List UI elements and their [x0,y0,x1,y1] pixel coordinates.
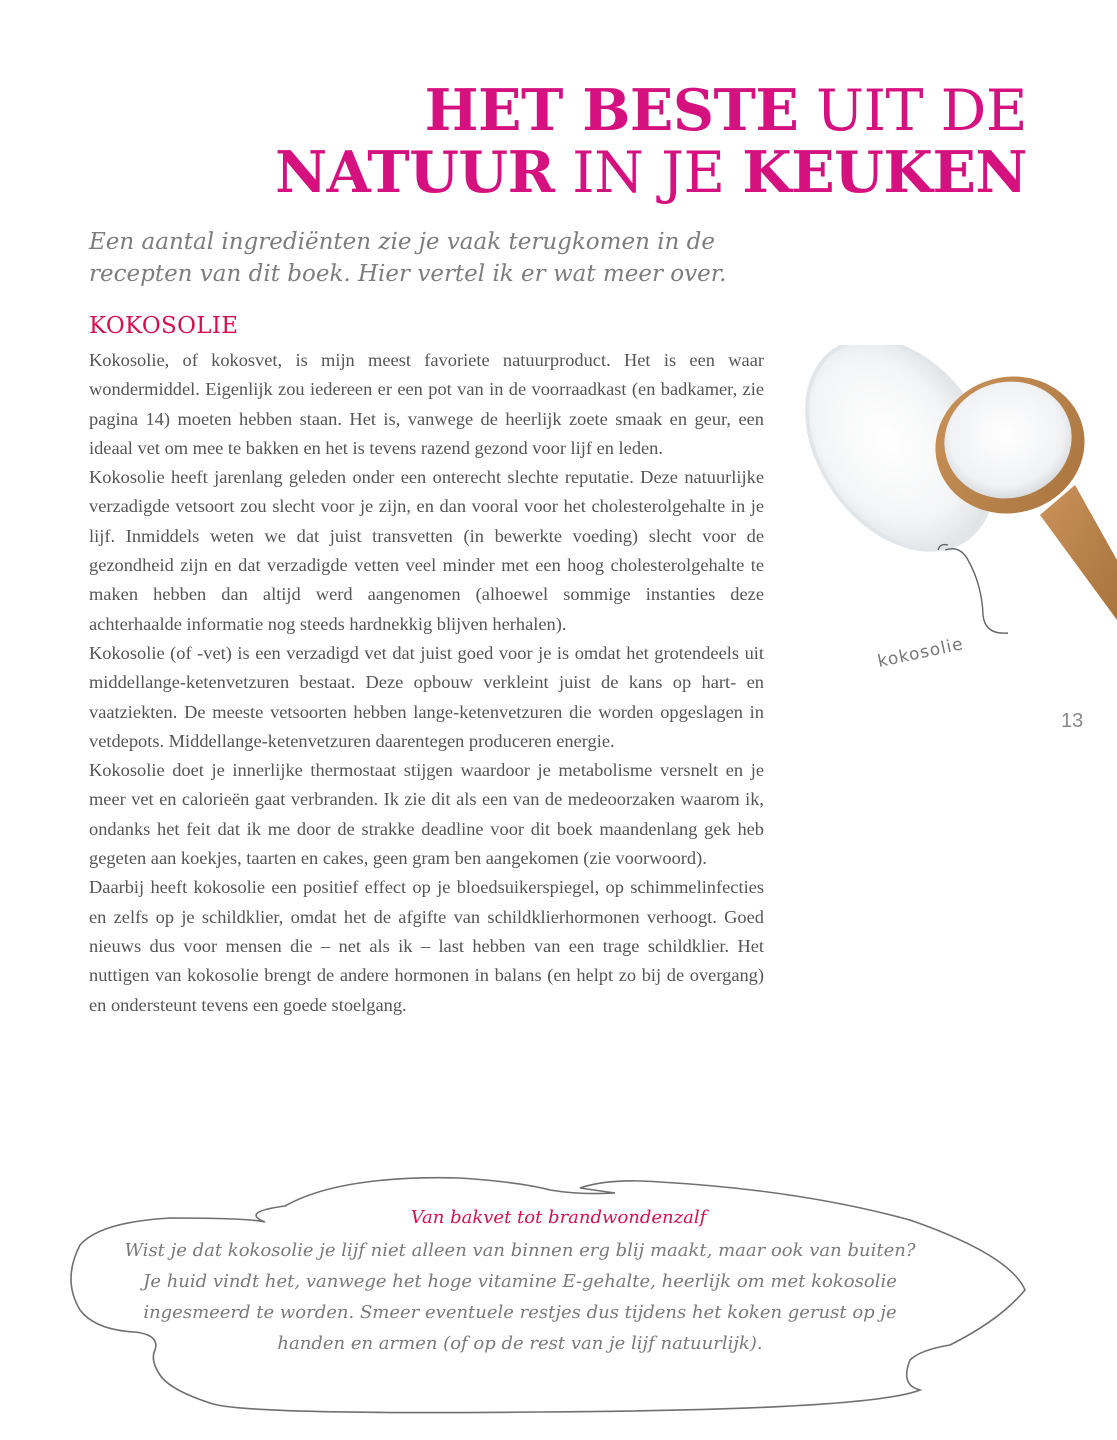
paragraph: Kokosolie (of -vet) is een verzadigd vet dat juist goed voor je is omdat het grotendeels uit middellange-ketenvetzuren bestaat. Deze opbouw verkleint juist de kans op hart- en vaatziekten. De meeste vetsoorten hebben lange-ketenvetzuren die worden opgeslagen in vetdepots. Middellange-ketenvetzuren daarentegen produceren energie. [89,642,764,751]
paragraph: Kokosolie, of kokosvet, is mijn meest favoriete natuurproduct. Het is een waar wondermiddel. Eigenlijk zou iedereen er een pot van in de voorraadkast (en badkamer, zie pagina 14) moeten hebben staan. Het is, vanwege de heerlijk zoete smaak en geur, een ideaal vet om mee te bakken en het is tevens razend gezond voor lijf en leden. [89,350,764,458]
paragraph: Kokosolie heeft jarenlang geleden onder een onterecht slechte reputatie. Deze natuurlijke verzadigde vetsoort zou slecht voor je zijn, en dan vooral voor het cholesterolgehalte in je lijf. Inmiddels weten we dat juist transvetten (in bewerkte voeding) slecht voor de gezondheid zijn en dat verzadigde vetten veel minder met een hoog cholesterolgehalte te maken hebben dan altijd werd aangenomen (alhoewel sommige instanties deze achterhaalde informatie nog steeds hardnekkig blijven herhalen). [89,467,764,634]
intro-text: Een aantal ingrediënten zie je vaak terugkomen in de recepten van dit boek. Hier vertel ik er wat meer over. [89,229,727,287]
paragraph: Kokosolie doet je innerlijke thermostaat stijgen waardoor je metabolisme versnelt en je meer vet en calorieën gaat verbranden. Ik zie dit als een van de medeoorzaken waarom ik, ondanks het feit dat ik me door de strakke deadline voor dit boek maandenlang gek heb gegeten aan koekjes, taarten en cakes, geen gram ben aangekomen (zie voorwoord). [89,760,764,869]
title-line-2: NATUUR IN JE KEUKEN [275,139,1027,206]
title-line-1: HET BESTE UIT DE [424,77,1027,144]
page-number: 13 [1061,710,1084,732]
page-title [275,77,1027,206]
section-heading: KOKOSOLIE [89,313,239,339]
tip-box-title: Van bakvet tot brandwondenzalf [410,1207,707,1228]
photo-caption: kokosolie [875,634,966,672]
tip-box-body: Wist je dat kokosolie je lijf niet alleen van binnen erg blij maakt, maar ook van buiten? Je huid vindt het, vanwege het hoge vitamine E-gehalte, heerlijk om met kokosolie ingesmeerd te worden. Smeer eventuele restjes dus tijdens het koken gerust op je handen en armen (of op de rest van je lijf natuurlijk). [124,1240,916,1354]
coconut-oil-photo [790,345,1117,645]
body-text [89,346,764,1020]
paragraph: Daarbij heeft kokosolie een positief effect op je bloedsuikerspiegel, op schimmelinfecties en zelfs op je schildklier, omdat het de afgifte van schildklierhormonen verhoogt. Goed nieuws dus voor mensen die – net als ik – last hebben van een trage schildklier. Het nuttigen van kokosolie brengt de andere hormonen in balans (en helpt zo bij de overgang) en ondersteunt tevens een goede stoelgang. [89,877,764,1015]
